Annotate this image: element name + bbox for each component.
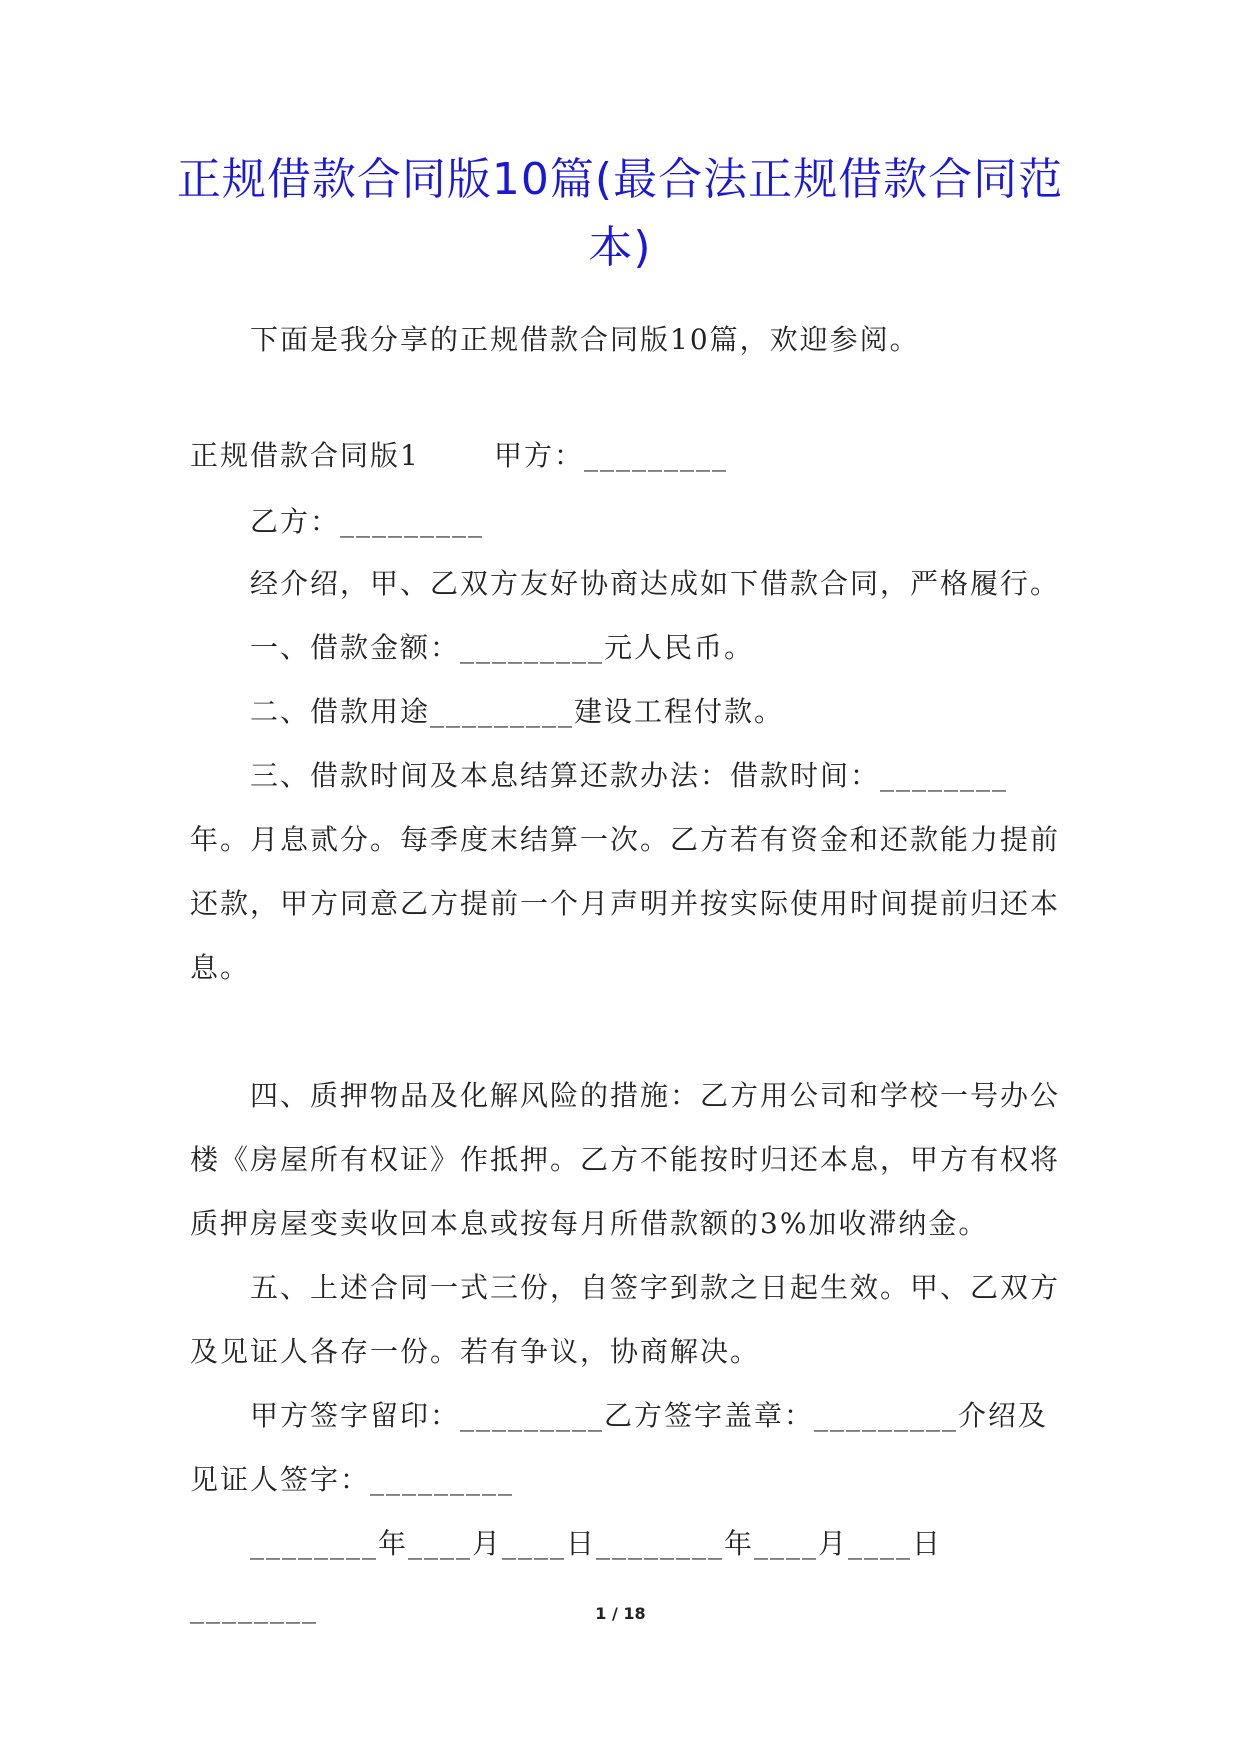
party-a-field: 甲方：_________	[494, 439, 729, 472]
signature-block: 甲方签字留印：_________乙方签字盖章：_________介绍及见证人签字：_________	[190, 1399, 1049, 1496]
page-indicator: 1 / 18	[595, 1604, 646, 1623]
document-title: 正规借款合同版10篇(最合法正规借款合同范本)	[176, 154, 1064, 273]
date-line: ________年____月____日________年____月____日________	[190, 1527, 943, 1624]
intro-paragraph: 下面是我分享的正规借款合同版10篇，欢迎参阅。	[250, 323, 920, 356]
clause-5-effect: 五、上述合同一式三份，自签字到款之日起生效。甲、乙双方及见证人各存一份。若有争议，协商解决。	[190, 1271, 1061, 1368]
clause-4-collateral: 四、质押物品及化解风险的措施：乙方用公司和学校一号办公楼《房屋所有权证》作抵押。乙方不能按时归还本息，甲方有权将质押房屋变卖收回本息或按每月所借款额的3%加收滞纳金。	[190, 1079, 1061, 1240]
clause-2-purpose: 二、借款用途_________建设工程付款。	[250, 695, 785, 728]
section-heading: 正规借款合同版1	[190, 439, 420, 472]
clause-1-amount: 一、借款金额：_________元人民币。	[250, 631, 755, 664]
clause-intro: 经介绍，甲、乙双方友好协商达成如下借款合同，严格履行。	[250, 567, 1061, 600]
party-b-field: 乙方：_________	[250, 505, 485, 538]
clause-3-repayment: 三、借款时间及本息结算还款办法：借款时间：________年。月息贰分。每季度末结算一次。乙方若有资金和还款能力提前还款，甲方同意乙方提前一个月声明并按实际使用时间提前归还本息。	[190, 759, 1061, 984]
